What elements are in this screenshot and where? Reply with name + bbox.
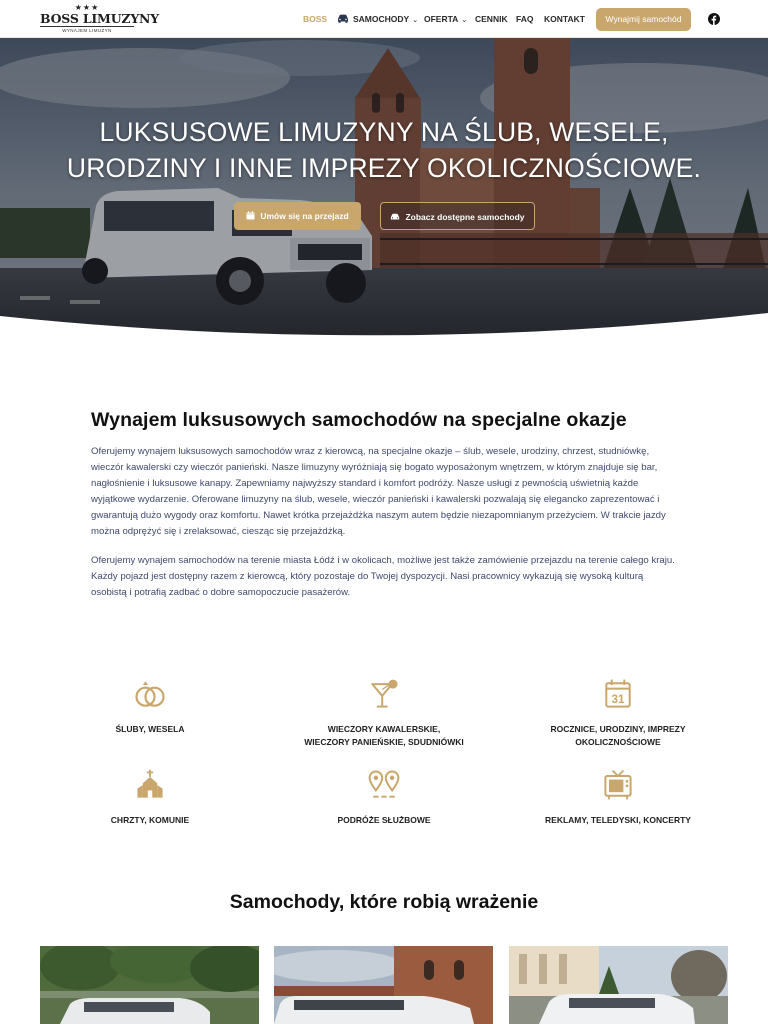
service-christenings bbox=[40, 767, 260, 827]
hero-title bbox=[40, 114, 728, 186]
service-parties bbox=[274, 676, 494, 749]
cars-section-title: Samochody, które robią wrażenie bbox=[229, 891, 539, 913]
intro-paragraph-1: Oferujemy wynajem luksusowych samochodów wraz z kierowcą, na specjalne okazje – ślub, wesele, urodziny, chrzest, studniówkę, wieczór kawalerski czy wieczór panieński. Nasze limuzyny wyróżniają się bogato wyposażonym wnętrzem, w którym znajduje się bar, nagłośnienie i luksusowe kanapy. Zapewniamy najwyższy standard i komfort podróży. Nasze usługi z pewnością uświetnią każde wyjątkowe wydarzenie. Oferowane limuzyny na ślub, wesele, wieczór panieński i kawalerski pozwalają się elegancko zaprezentować i gwarantują dużo wygody oraz komfortu. Nawet krótka przejażdżka naszym autem będzie niezapomnianym przeżyciem. W trakcie jazdy można odprężyć się i zrelaksować, ciesząc się przejażdżką. bbox=[91, 446, 666, 537]
book-ride-button[interactable] bbox=[234, 202, 361, 230]
service-label-line-1: REKLAMY, TELEDYSKI, KONCERTY bbox=[545, 815, 691, 825]
logo-divider bbox=[40, 26, 134, 27]
see-cars-button[interactable] bbox=[380, 202, 535, 230]
book-ride-label: Umów się na przejazd bbox=[260, 211, 349, 221]
service-label-line-1: ROCZNICE, URODZINY, IMPREZY bbox=[550, 724, 686, 734]
service-business-travel bbox=[274, 767, 494, 827]
logo-stars: ★★★ bbox=[74, 3, 100, 12]
map-pins-icon bbox=[366, 767, 402, 803]
hero-background-image bbox=[0, 38, 768, 342]
chevron-down-icon: ⌄ bbox=[412, 17, 419, 24]
service-label bbox=[40, 723, 260, 736]
nav-item-faq[interactable] bbox=[516, 13, 533, 25]
calendar-day: 31 bbox=[611, 693, 625, 706]
service-label bbox=[274, 814, 494, 827]
hero-title-line-2: URODZINY I INNE IMPREZY OKOLICZNOŚCIOWE. bbox=[66, 153, 702, 183]
service-label-line-1: PODRÓŻE SŁUŻBOWE bbox=[337, 815, 431, 825]
nav-item-oferta[interactable] bbox=[424, 13, 467, 27]
car-card[interactable] bbox=[274, 946, 493, 1024]
nav-item-kontakt[interactable] bbox=[544, 13, 585, 25]
car-icon bbox=[390, 213, 400, 221]
service-anniversaries bbox=[508, 676, 728, 749]
car-photo bbox=[40, 946, 259, 1024]
calendar-icon bbox=[246, 211, 255, 220]
chevron-down-icon: ⌄ bbox=[461, 17, 468, 24]
car-icon bbox=[337, 14, 349, 23]
site-header bbox=[0, 0, 768, 38]
service-commercials bbox=[508, 767, 728, 827]
facebook-icon[interactable] bbox=[708, 13, 720, 25]
logo-subtitle: WYNAJEM LIMUZYN bbox=[62, 28, 112, 33]
nav-label: SAMOCHODY bbox=[353, 14, 410, 24]
nav-item-cennik[interactable] bbox=[475, 13, 508, 25]
service-label-line-2: WIECZORY PANIEŃSKIE, SDUDNIÓWKI bbox=[304, 737, 464, 747]
car-card[interactable] bbox=[509, 946, 728, 1024]
service-label bbox=[508, 814, 728, 827]
service-label bbox=[274, 723, 494, 749]
nav-item-samochody[interactable] bbox=[337, 13, 418, 27]
nav-label: KONTAKT bbox=[544, 14, 585, 24]
service-weddings bbox=[40, 676, 260, 736]
hero-section bbox=[0, 38, 768, 342]
logo-name: BOSS LIMUZYNY bbox=[40, 11, 159, 26]
nav-label: OFERTA bbox=[424, 14, 459, 24]
see-cars-label: Zobacz dostępne samochody bbox=[405, 212, 525, 222]
tv-icon bbox=[600, 767, 636, 803]
cocktail-icon bbox=[366, 676, 402, 712]
car-photo bbox=[509, 946, 728, 1024]
logo[interactable] bbox=[40, 3, 159, 34]
service-label-line-2: OKOLICZNOŚCIOWE bbox=[575, 737, 661, 747]
nav-label: CENNIK bbox=[475, 14, 508, 24]
church-icon bbox=[132, 767, 168, 803]
intro-heading: Wynajem luksusowych samochodów na specjalne okazje bbox=[91, 409, 627, 431]
wedding-rings-icon bbox=[132, 676, 168, 712]
service-label bbox=[508, 723, 728, 749]
nav-label: FAQ bbox=[516, 14, 534, 24]
rent-car-button[interactable]: Wynajmij samochód bbox=[596, 8, 691, 31]
car-photo bbox=[274, 946, 493, 1024]
service-label-line-1: WIECZORY KAWALERSKIE, bbox=[327, 724, 441, 734]
service-label-line-1: CHRZTY, KOMUNIE bbox=[110, 815, 190, 825]
car-card[interactable] bbox=[40, 946, 259, 1024]
nav-item-boss[interactable] bbox=[303, 13, 327, 25]
hero-title-line-1: LUKSUSOWE LIMUZYNY NA ŚLUB, WESELE, bbox=[99, 117, 669, 147]
intro-paragraph-2: Oferujemy wynajem samochodów na terenie miasta Łódź i w okolicach, możliwe jest także zamówienie przejazdu na terenie całego kraju. Każdy pojazd jest dostępny razem z kierowcą, który pozostaje do Twojej dyspozycji. Nasi pracownicy wykazują się wysoką kulturą osobistą i potrafią zadbać o dobre samopoczucie pasażerów. bbox=[91, 555, 675, 598]
service-label bbox=[40, 814, 260, 827]
nav-label: BOSS bbox=[303, 14, 328, 24]
calendar-icon bbox=[600, 676, 636, 712]
service-label-line-1: ŚLUBY, WESELA bbox=[115, 724, 185, 734]
